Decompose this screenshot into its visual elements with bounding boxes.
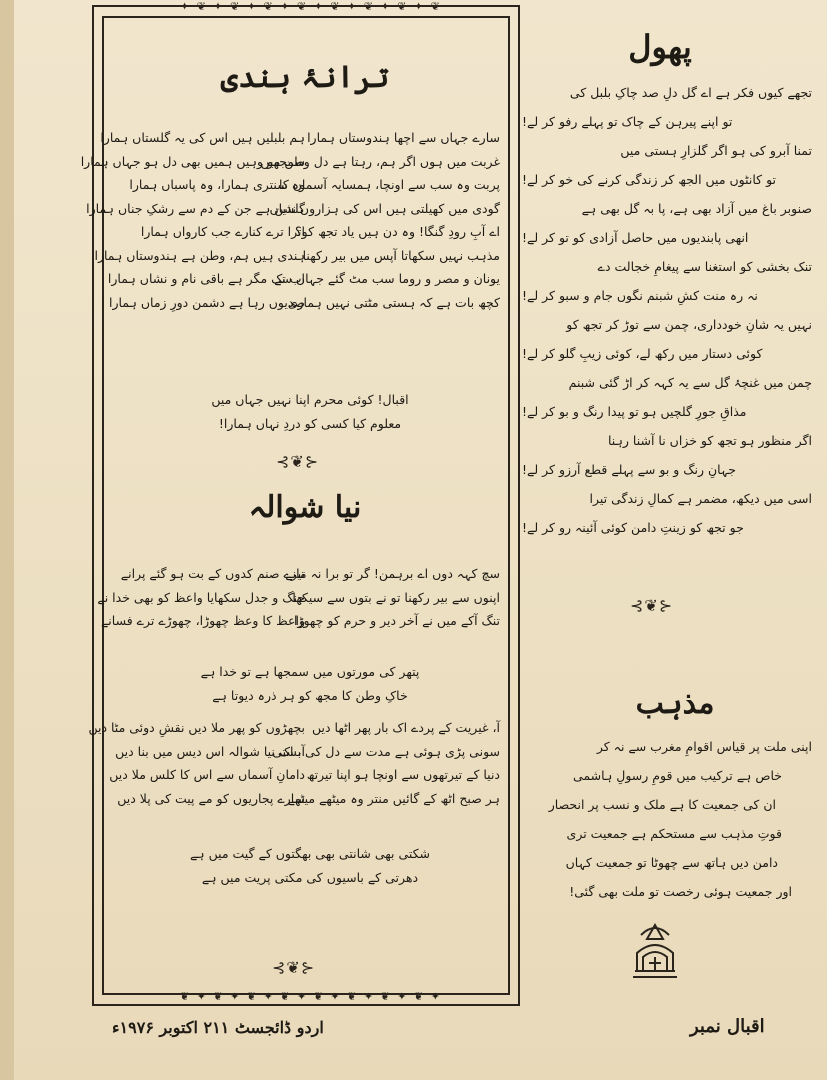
mazhab-line: اپنی ملت پر قیاس اقوامِ مغرب سے نہ کر	[596, 739, 812, 754]
page-edge	[0, 0, 14, 1080]
shivala-left-line: بچھڑوں کو پھر ملا دیں نقشِ دوئی مٹا دیں	[88, 720, 305, 735]
phool-line: جہانِ رنگ و بو سے پہلے قطع آرزو کر لے!	[522, 462, 736, 477]
phool-line: تمنا آبرو کی ہو اگر گلزارِ ہستی میں	[620, 143, 812, 158]
shivala-left-line: آ، اک نیا شوالہ اس دیس میں بنا دیں	[115, 743, 305, 759]
shivala-right-line: آ، غیریت کے پردے اک بار پھر اٹھا دیں	[311, 720, 500, 735]
shivala-left-line: دامانِ آسماں سے اس کا کلس ملا دیں	[109, 767, 305, 782]
mazhab-poem	[522, 732, 812, 906]
phool-line: تو اپنے پیرہن کے چاک تو پہلے رفو کر لے!	[522, 114, 733, 129]
shivala-right-line: دنیا کے تیرتھوں سے اونچا ہو اپنا تیرتھ	[306, 767, 500, 782]
mazhab-line: دامن دیں ہاتھ سے چھوٹا تو جمعیت کہاں	[565, 855, 778, 870]
mazhab-line: قوتِ مذہب سے مستحکم ہے جمعیت تری	[566, 826, 782, 841]
shivala-left-line: واعظ کا وعظ چھوڑا، چھوڑے ترے فسانے	[100, 613, 305, 628]
phool-line: تنک بخشی کو استغنا سے پیغامِ خجالت دے	[597, 259, 812, 274]
divider-ornament: ⊰❦⊱	[630, 596, 674, 615]
tarana-right-line: مذہب نہیں سکھاتا آپس میں بیر رکھنا	[302, 247, 500, 263]
box-bottom-ornament: ⊰❦⊱	[272, 958, 316, 977]
shivala-left-line: تیرے صنم کدوں کے بت ہو گئے پرانے	[120, 566, 305, 581]
shivala-left-column-2	[88, 716, 305, 810]
phool-line: مذاقِ جورِ گلچیں ہو تو پیدا رنگ و بو کر لے!	[522, 404, 747, 419]
shivala-middle-couplet	[180, 660, 440, 707]
phool-line: جو تجھ کو زینتِ دامن کوئی آئینہ رو کر لے!	[522, 520, 744, 535]
tarana-right-line: کچھ بات ہے کہ ہستی مٹتی نہیں ہماری	[287, 294, 500, 310]
iqbal-crest-emblem	[627, 917, 683, 983]
shivala-closing	[180, 842, 440, 889]
mazhab-line: اور جمعیت ہوئی رخصت تو ملت بھی گئی!	[569, 884, 792, 899]
tarana-left-column	[80, 126, 305, 314]
shivala-right-column-2	[272, 716, 500, 810]
phool-line: نہیں یہ شانِ خودداری، چمن سے توڑ کر تجھ کو	[566, 317, 812, 332]
phool-line: اگر منظور ہو تجھ کو خزاں نا آشنا رہنا	[608, 433, 812, 448]
footer-issue-label: اقبال نمبر	[690, 1016, 765, 1037]
tarana-left-line: اب تک مگر ہے باقی نام و نشاں ہمارا	[107, 271, 305, 286]
shivala-closing-line: دھرتی کے باسیوں کی مکتی پریت میں ہے	[201, 869, 419, 885]
shivala-right-line: تنگ آکے میں نے آخر دیر و حرم کو چھوڑا	[293, 613, 500, 628]
shivala-right-line: اپنوں سے بیر رکھنا تو نے بتوں سے سیکھا	[292, 589, 500, 605]
shivala-closing-line: شکتی بھی شانتی بھی بھگتوں کے گیت میں ہے	[189, 846, 431, 861]
tarana-right-line: غربت میں ہوں اگر ہم، رہتا ہے دل وطن میں	[260, 153, 500, 169]
tarana-closing	[180, 388, 440, 435]
tarana-left-line: وہ سنتری ہمارا، وہ پاسباں ہمارا	[129, 177, 305, 192]
tarana-right-line: گودی میں کھیلتی ہیں اس کی ہزاروں ندیاں	[269, 200, 500, 216]
shivala-left-line: جنگ و جدل سکھایا واعظ کو بھی خدا نے	[97, 589, 305, 605]
shivala-right-column-1	[285, 562, 500, 633]
tarana-right-line: سارے جہاں سے اچھا ہندوستاں ہمارا	[307, 130, 500, 145]
shivala-right-line: سونی پڑی ہوئی ہے مدت سے دل کی بستی	[272, 743, 500, 759]
tarana-right-line: یونان و مصر و روما سب مٹ گئے جہاں سے	[274, 271, 500, 286]
shivala-left-line: سارے پجاریوں کو مے پیت کی پلا دیں	[117, 790, 305, 806]
phool-title: پھول	[628, 28, 692, 66]
mazhab-line: ان کی جمعیت کا ہے ملک و نسب پر انحصار	[548, 797, 776, 812]
tarana-right-column	[260, 126, 500, 314]
phool-line: اسی میں دیکھ، مضمر ہے کمالِ زندگی تیرا	[589, 491, 812, 506]
tarana-left-line: صدیوں رہا ہے دشمن دورِ زماں ہمارا	[109, 294, 305, 310]
shivala-left-column-1	[97, 562, 305, 633]
frame-top-ornament: ✦ ❦ ✦ ❦ ✦ ❦ ✦ ❦ ✦ ❦ ✦ ❦ ✦ ❦ ✦ ❦	[180, 0, 442, 13]
tarana-left-line: ہم بلبلیں ہیں اس کی یہ گلستاں ہمارا	[100, 130, 305, 145]
shivala-middle-line: پتھر کی مورتوں میں سمجھا ہے تو خدا ہے	[200, 664, 420, 679]
tarana-closing-line: اقبال! کوئی محرم اپنا نہیں جہاں میں	[211, 392, 409, 407]
tarana-left-line: سمجھو وہیں ہمیں بھی دل ہو جہاں ہمارا	[80, 153, 305, 169]
tarana-title: ترانۂ ہندی	[220, 60, 390, 95]
shivala-middle-line: خاکِ وطن کا مجھ کو ہر ذرہ دیوتا ہے	[212, 687, 408, 703]
tarana-right-line: اے آبِ رودِ گنگا! وہ دن ہیں یاد تجھ کو؟	[295, 224, 500, 239]
shivala-right-line: سچ کہہ دوں اے برہمن! گر تو برا نہ مانے	[285, 566, 500, 581]
footer-publication: اردو ڈائجسٹ ۲۱۱ اکتوبر ۱۹۷۶ء	[112, 1018, 324, 1037]
divider-ornament: ⊰❦⊱	[276, 452, 320, 471]
phool-line: چمن میں غنچۂ گل سے یہ کہہ کر اڑ گئی شبنم	[568, 375, 812, 390]
shivala-right-line: ہر صبح اٹھ کے گائیں منتر وہ میٹھے میٹھے	[287, 790, 500, 806]
phool-line: صنوبر باغ میں آزاد بھی ہے، پا بہ گل بھی ہے	[581, 201, 812, 216]
phool-poem	[522, 78, 812, 542]
frame-bottom-ornament: ❦ ✦ ❦ ✦ ❦ ✦ ❦ ✦ ❦ ✦ ❦ ✦ ❦ ✦ ❦ ✦	[180, 990, 442, 1003]
phool-line: انھی پابندیوں میں حاصل آزادی کو تو کر لے!	[522, 230, 749, 245]
phool-line: تو کانٹوں میں الجھ کر زندگی کرنے کی خو کر لے!	[522, 172, 777, 187]
phool-line: نہ رہ منت کشِ شبنم نگوں جام و سبو کر لے!	[522, 288, 758, 303]
tarana-left-line: اترا ترے کنارے جب کارواں ہمارا	[140, 224, 305, 239]
mazhab-line: خاص ہے ترکیب میں قومِ رسولِ ہاشمی	[573, 768, 782, 783]
tarana-right-line: پربت وہ سب سے اونچا، ہمسایہ آسماں کا	[279, 177, 500, 192]
tarana-left-line: گلشن ہے جن کے دم سے رشکِ جناں ہمارا	[86, 200, 305, 216]
shivala-title: نیا شوالہ	[248, 490, 362, 525]
mazhab-title: مذہب	[635, 686, 715, 721]
phool-line: کوئی دستار میں رکھ لے، کوئی زیبِ گلو کر لے!	[522, 346, 763, 361]
phool-line: تجھے کیوں فکر ہے اے گل دلِ صد چاکِ بلبل کی	[569, 85, 812, 100]
tarana-left-line: ہندی ہیں ہم، وطن ہے ہندوستاں ہمارا	[94, 247, 305, 263]
tarana-closing-line: معلوم کیا کسی کو دردِ نہاں ہمارا!	[218, 415, 402, 431]
